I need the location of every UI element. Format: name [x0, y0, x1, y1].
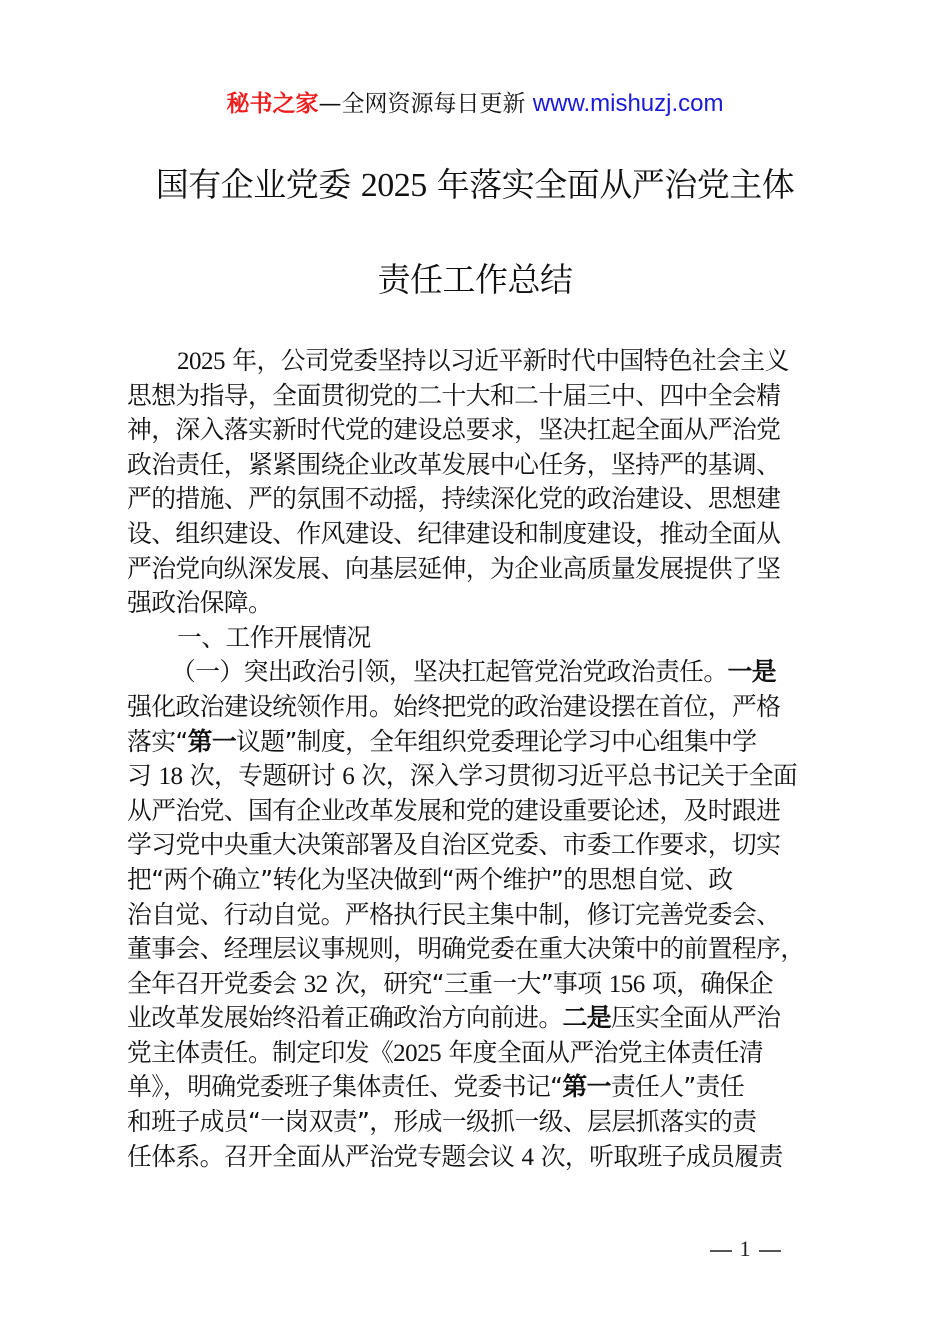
text: 业改革发展始终沿着正确政治方向前进。: [127, 1003, 563, 1033]
bold-text: 二是: [562, 1003, 611, 1033]
title-year: 2025: [360, 167, 427, 204]
paragraph-line: 董事会、经理层议事规则，明确党委在重大决策中的前置程序，: [127, 934, 805, 964]
paragraph-line: 思想为指导，全面贯彻党的二十大和二十届三中、四中全会精: [127, 380, 781, 410]
paragraph-line: [127, 967, 833, 1002]
bold-text: 第一: [187, 726, 237, 756]
text: 次，专题研讨: [182, 761, 343, 791]
page-number: [700, 1236, 790, 1262]
text: 压实全面从严治: [610, 1003, 781, 1033]
text: 全年召开党委会: [127, 968, 304, 998]
paragraph-line: 严的措施、严的氛围不动摇，持续深化党的政治建设、思想建: [127, 484, 781, 514]
text: 次，深入学习贯彻习近平总书记关于全面: [354, 761, 798, 791]
number: 2025: [393, 1039, 442, 1067]
number: 156: [608, 970, 645, 998]
subsection-heading-line: [127, 655, 833, 690]
text: 项，确保企: [644, 968, 773, 998]
text: 责任人”责任: [610, 1072, 745, 1102]
number: 4: [521, 1143, 534, 1171]
text: 任体系。召开全面从严治党专题会议: [127, 1141, 522, 1171]
paragraph-line: 神，深入落实新时代党的建设总要求，坚决扛起全面从严治党: [127, 415, 781, 445]
dash-decoration: [759, 1250, 781, 1252]
paragraph-line: 严治党向纵深发展、向基层延伸，为企业高质量发展提供了坚: [127, 553, 781, 583]
text: 党主体责任。制定印发《: [127, 1037, 394, 1067]
text: （一）突出政治引领，坚决扛起管党治党政治责任。: [171, 657, 728, 687]
text: 议题”制度，全年组织党委理论学习中心组集中学: [236, 726, 757, 756]
section-heading: 一、工作开展情况: [177, 622, 371, 652]
title-text: 年落实全面从严治党主体: [426, 165, 795, 204]
number: 32: [303, 970, 328, 998]
paragraph-line: [127, 1070, 833, 1105]
paragraph-line: 强政治保障。: [127, 588, 273, 618]
paragraph-line: [127, 1140, 833, 1175]
text: 落实“: [127, 726, 188, 756]
paragraph-line: 学习党中央重大决策部署及自治区党委、市委工作要求，切实: [127, 830, 781, 860]
text: 习: [127, 761, 159, 791]
text: 年度全面从严治党主体责任清: [441, 1037, 764, 1067]
paragraph-line: 强化政治建设统领作用。始终把党的政治建设摆在首位，严格: [127, 691, 781, 721]
number: 6: [342, 763, 355, 791]
paragraph-line: 设、组织建设、作风建设、纪律建设和制度建设，推动全面从: [127, 518, 781, 548]
document-body: [127, 344, 833, 1174]
page-number-value: 1: [739, 1236, 751, 1261]
site-watermark-header: [0, 88, 950, 120]
text: 次，研究“三重一大”事项: [327, 968, 609, 998]
slogan: —全网资源每日更新: [318, 91, 533, 117]
document-title-line-1: [0, 160, 950, 211]
title-text: 国有企业党委: [155, 165, 361, 204]
brand-name: 秘书之家: [226, 91, 319, 117]
paragraph-line: [127, 725, 833, 760]
paragraph-line: 把“两个确立”转化为坚决做到“两个维护”的思想自觉、政: [127, 864, 733, 894]
paragraph-line: 从严治党、国有企业改革发展和党的建设重要论述，及时跟进: [127, 795, 781, 825]
paragraph-line: 治自觉、行动自觉。严格执行民主集中制，修订完善党委会、: [127, 899, 781, 929]
paragraph-line: 和班子成员“一岗双责”，形成一级抓一级、层层抓落实的责: [127, 1107, 757, 1137]
text: 年，公司党委坚持以习近平新时代中国特色社会主义: [225, 346, 789, 375]
paragraph-line: 政治责任，紧紧围绕企业改革发展中心任务，坚持严的基调、: [127, 449, 781, 479]
bold-text: 第一: [562, 1072, 611, 1102]
document-title-line-2: 责任工作总结: [377, 260, 573, 299]
site-url-link[interactable]: www.mishuzj.com: [532, 90, 724, 117]
paragraph-line: [127, 759, 833, 794]
paragraph-line: [127, 344, 833, 379]
paragraph-line: [127, 1036, 833, 1071]
bold-text: 一是: [727, 657, 776, 687]
dash-decoration: [710, 1250, 732, 1252]
number: 18: [158, 763, 183, 791]
year-number: 2025: [177, 348, 225, 375]
text: 次，听取班子成员履责: [533, 1141, 783, 1171]
text: 单》，明确党委班子集体责任、党委书记“: [127, 1072, 563, 1102]
paragraph-line: [127, 1001, 833, 1036]
